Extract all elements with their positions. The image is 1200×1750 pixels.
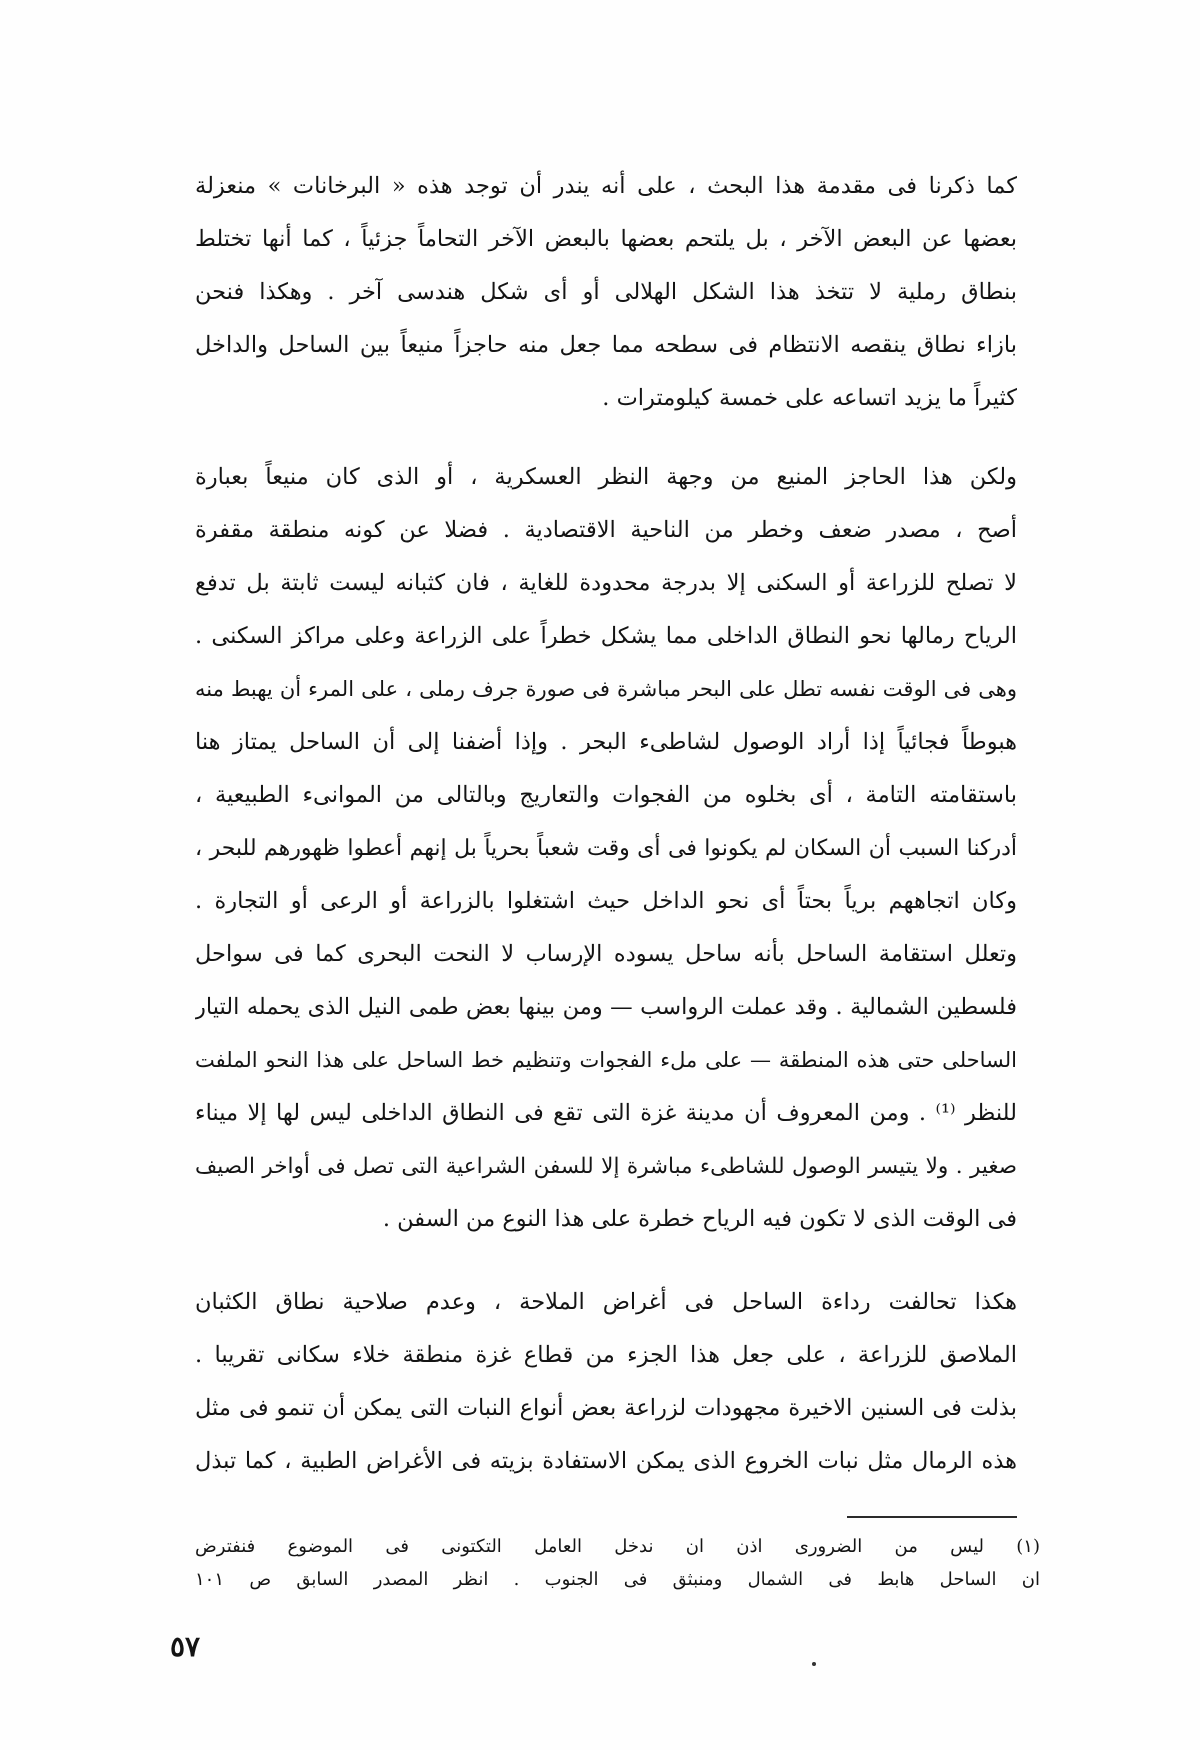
footnote-line: ان الساحل هابط فى الشمال ومنبثق فى الجنوب . انظر المصدر السابق ص ١٠١: [195, 1569, 1040, 1590]
footnote-reference-line: للنظر ⁽¹⁾ . ومن المعروف أن مدينة غزة التى تقع فى النطاق الداخلى ليس لها إلا ميناء: [195, 1100, 1017, 1126]
paragraph-1: [195, 160, 1017, 425]
text-line: صغير . ولا يتيسر الوصول للشاطىء مباشرة إلا للسفن الشراعية التى تصل فى أواخر الصيف: [195, 1154, 1017, 1179]
text-line: هبوطاً فجائياً إذا أراد الوصول لشاطىء البحر . وإذا أضفنا إلى أن الساحل يمتاز هنا: [195, 729, 1017, 755]
text-line: الملاصق للزراعة ، على جعل هذا الجزء من قطاع غزة منطقة خلاء سكانى تقريبا .: [195, 1342, 1017, 1368]
text-line: كما ذكرنا فى مقدمة هذا البحث ، على أنه يندر أن توجد هذه « البرخانات » منعزلة: [195, 173, 1017, 199]
text-line: الرياح رمالها نحو النطاق الداخلى مما يشكل خطراً على الزراعة وعلى مراكز السكنى .: [195, 623, 1017, 649]
footnote-divider: [847, 1516, 1017, 1518]
paragraph-3: [195, 1276, 1017, 1488]
text-line: أصح ، مصدر ضعف وخطر من الناحية الاقتصادية . فضلا عن كونه منطقة مقفرة: [195, 517, 1017, 543]
text-line: كثيراً ما يزيد اتساعه على خمسة كيلومترات .: [602, 385, 1017, 411]
text-line: بعضها عن البعض الآخر ، بل يلتحم بعضها بالبعض الآخر التحاماً جزئياً ، كما أنها تختلط: [195, 226, 1017, 252]
footnote: [195, 1530, 1040, 1596]
text-line: أدركنا السبب أن السكان لم يكونوا فى أى وقت شعباً بحرياً بل إنهم أعطوا ظهورهم للبحر ،: [195, 836, 1017, 861]
text-line: باستقامته التامة ، أى بخلوه من الفجوات والتعاريج وبالتالى من الموانىء الطبيعية ،: [195, 782, 1017, 808]
text-line: فلسطين الشمالية . وقد عملت الرواسب — ومن بينها بعض طمى النيل الذى يحمله التيار: [195, 994, 1017, 1020]
text-line: وهى فى الوقت نفسه تطل على البحر مباشرة فى صورة جرف رملى ، على المرء أن يهبط منه: [195, 677, 1017, 701]
text-line: وكان اتجاههم برياً بحتاً أى نحو الداخل حيث اشتغلوا بالزراعة أو الرعى أو التجارة .: [195, 888, 1017, 914]
text-line: بذلت فى السنين الاخيرة مجهودات لزراعة بعض أنواع النبات التى يمكن أن تنمو فى مثل: [195, 1395, 1017, 1421]
print-speck: [812, 1662, 816, 1666]
text-line: بازاء نطاق ينقصه الانتظام فى سطحه مما جعل منه حاجزاً منيعاً بين الساحل والداخل: [195, 332, 1017, 358]
text-line: هذه الرمال مثل نبات الخروع الذى يمكن الاستفادة بزيته فى الأغراض الطبية ، كما تبذل: [195, 1448, 1017, 1474]
text-line: لا تصلح للزراعة أو السكنى إلا بدرجة محدودة للغاية ، فان كثبانه ليست ثابتة بل تدفع: [195, 570, 1017, 596]
paragraph-2: [195, 451, 1017, 1246]
text-line: فى الوقت الذى لا تكون فيه الرياح خطرة على هذا النوع من السفن .: [382, 1206, 1017, 1232]
text-line: وتعلل استقامة الساحل بأنه ساحل يسوده الإرساب لا النحت البحرى كما فى سواحل: [195, 941, 1017, 967]
text-line: هكذا تحالفت رداءة الساحل فى أغراض الملاحة ، وعدم صلاحية نطاق الكثبان: [195, 1289, 1017, 1315]
page-number: ٥٧: [170, 1630, 201, 1663]
text-line: بنطاق رملية لا تتخذ هذا الشكل الهلالى أو أى شكل هندسى آخر . وهكذا فنحن: [195, 279, 1017, 305]
footnote-line: (١) ليس من الضرورى اذن ان ندخل العامل التكتونى فى الموضوع فنفترض: [195, 1536, 1040, 1557]
text-line: الساحلى حتى هذه المنطقة — على ملء الفجوات وتنظيم خط الساحل على هذا النحو الملفت: [195, 1048, 1017, 1072]
text-line: ولكن هذا الحاجز المنيع من وجهة النظر العسكرية ، أو الذى كان منيعاً بعبارة: [195, 464, 1017, 490]
